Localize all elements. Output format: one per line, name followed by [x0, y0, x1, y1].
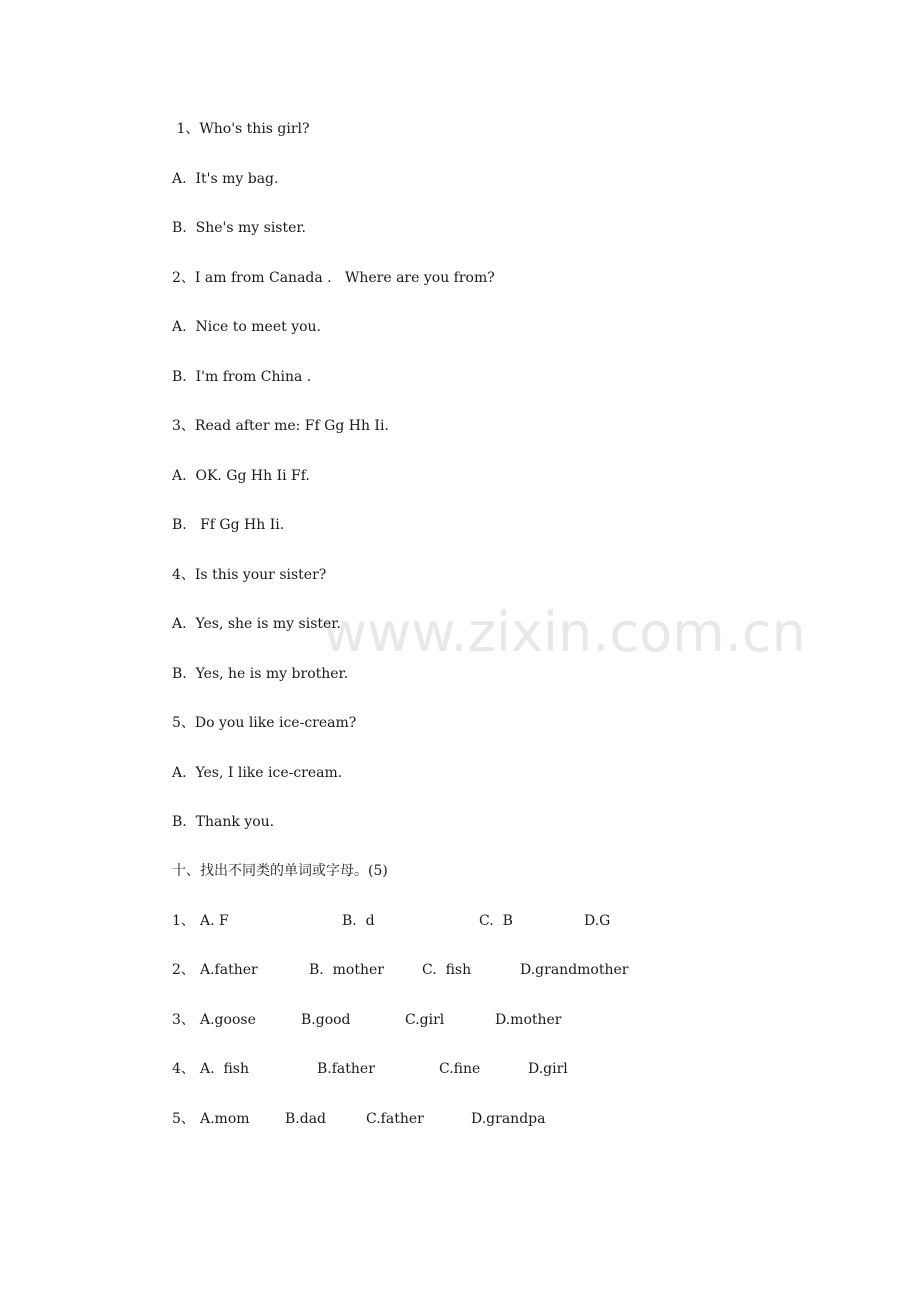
- question-5: 5、Do you like ice-cream?: [172, 715, 357, 731]
- choice-d: D.grandpa: [471, 1111, 546, 1127]
- choice-c: C.fine: [439, 1061, 481, 1077]
- choice-c: C.girl: [405, 1012, 445, 1028]
- question-3-option-a: A. OK. Gg Hh Ii Ff.: [172, 468, 310, 484]
- choice-d: D.grandmother: [520, 962, 629, 978]
- odd-one-out-row-5: [172, 1110, 732, 1128]
- choice-b: B.good: [301, 1012, 351, 1028]
- choice-a: A. F: [200, 913, 229, 929]
- question-2-option-a: A. Nice to meet you.: [172, 319, 321, 335]
- question-4-option-b: B. Yes, he is my brother.: [172, 666, 349, 682]
- choice-b: B. mother: [309, 962, 384, 978]
- choice-d: D.G: [584, 913, 611, 929]
- choice-b: B.dad: [285, 1111, 327, 1127]
- choice-a: A.mom: [200, 1111, 250, 1127]
- row-number: 2、: [172, 962, 195, 978]
- question-3: 3、Read after me: Ff Gg Hh Ii.: [172, 418, 389, 434]
- choice-b: B.father: [317, 1061, 375, 1077]
- row-number: 1、: [172, 913, 195, 929]
- choice-c: C.father: [366, 1111, 424, 1127]
- choice-a: A. fish: [200, 1061, 249, 1077]
- row-number: 4、: [172, 1061, 195, 1077]
- question-2: 2、I am from Canada . Where are you from?: [172, 270, 495, 286]
- row-number: 5、: [172, 1111, 195, 1127]
- odd-one-out-row-3: [172, 1011, 732, 1029]
- question-5-option-b: B. Thank you.: [172, 814, 275, 830]
- choice-d: D.girl: [528, 1061, 568, 1077]
- choice-a: A.father: [200, 962, 258, 978]
- choice-c: C. fish: [422, 962, 472, 978]
- choice-c: C. B: [479, 913, 513, 929]
- choice-b: B. d: [342, 913, 375, 929]
- question-4: 4、Is this your sister?: [172, 567, 327, 583]
- question-2-option-b: B. I'm from China .: [172, 369, 312, 385]
- section-title: 十、找出不同类的单词或字母。(5): [172, 863, 388, 879]
- question-1: 1、Who's this girl?: [172, 121, 310, 137]
- watermark: www.zixin.com.cn: [323, 601, 806, 664]
- odd-one-out-row-4: [172, 1060, 732, 1078]
- row-number: 3、: [172, 1012, 195, 1028]
- question-1-option-b: B. She's my sister.: [172, 220, 307, 236]
- odd-one-out-row-1: [172, 912, 732, 930]
- question-5-option-a: A. Yes, I like ice-cream.: [172, 765, 343, 781]
- question-3-option-b: B. Ff Gg Hh Ii.: [172, 517, 285, 533]
- question-4-option-a: A. Yes, she is my sister.: [172, 616, 341, 632]
- odd-one-out-row-2: [172, 961, 732, 979]
- question-1-option-a: A. It's my bag.: [172, 171, 279, 187]
- choice-d: D.mother: [495, 1012, 562, 1028]
- choice-a: A.goose: [200, 1012, 256, 1028]
